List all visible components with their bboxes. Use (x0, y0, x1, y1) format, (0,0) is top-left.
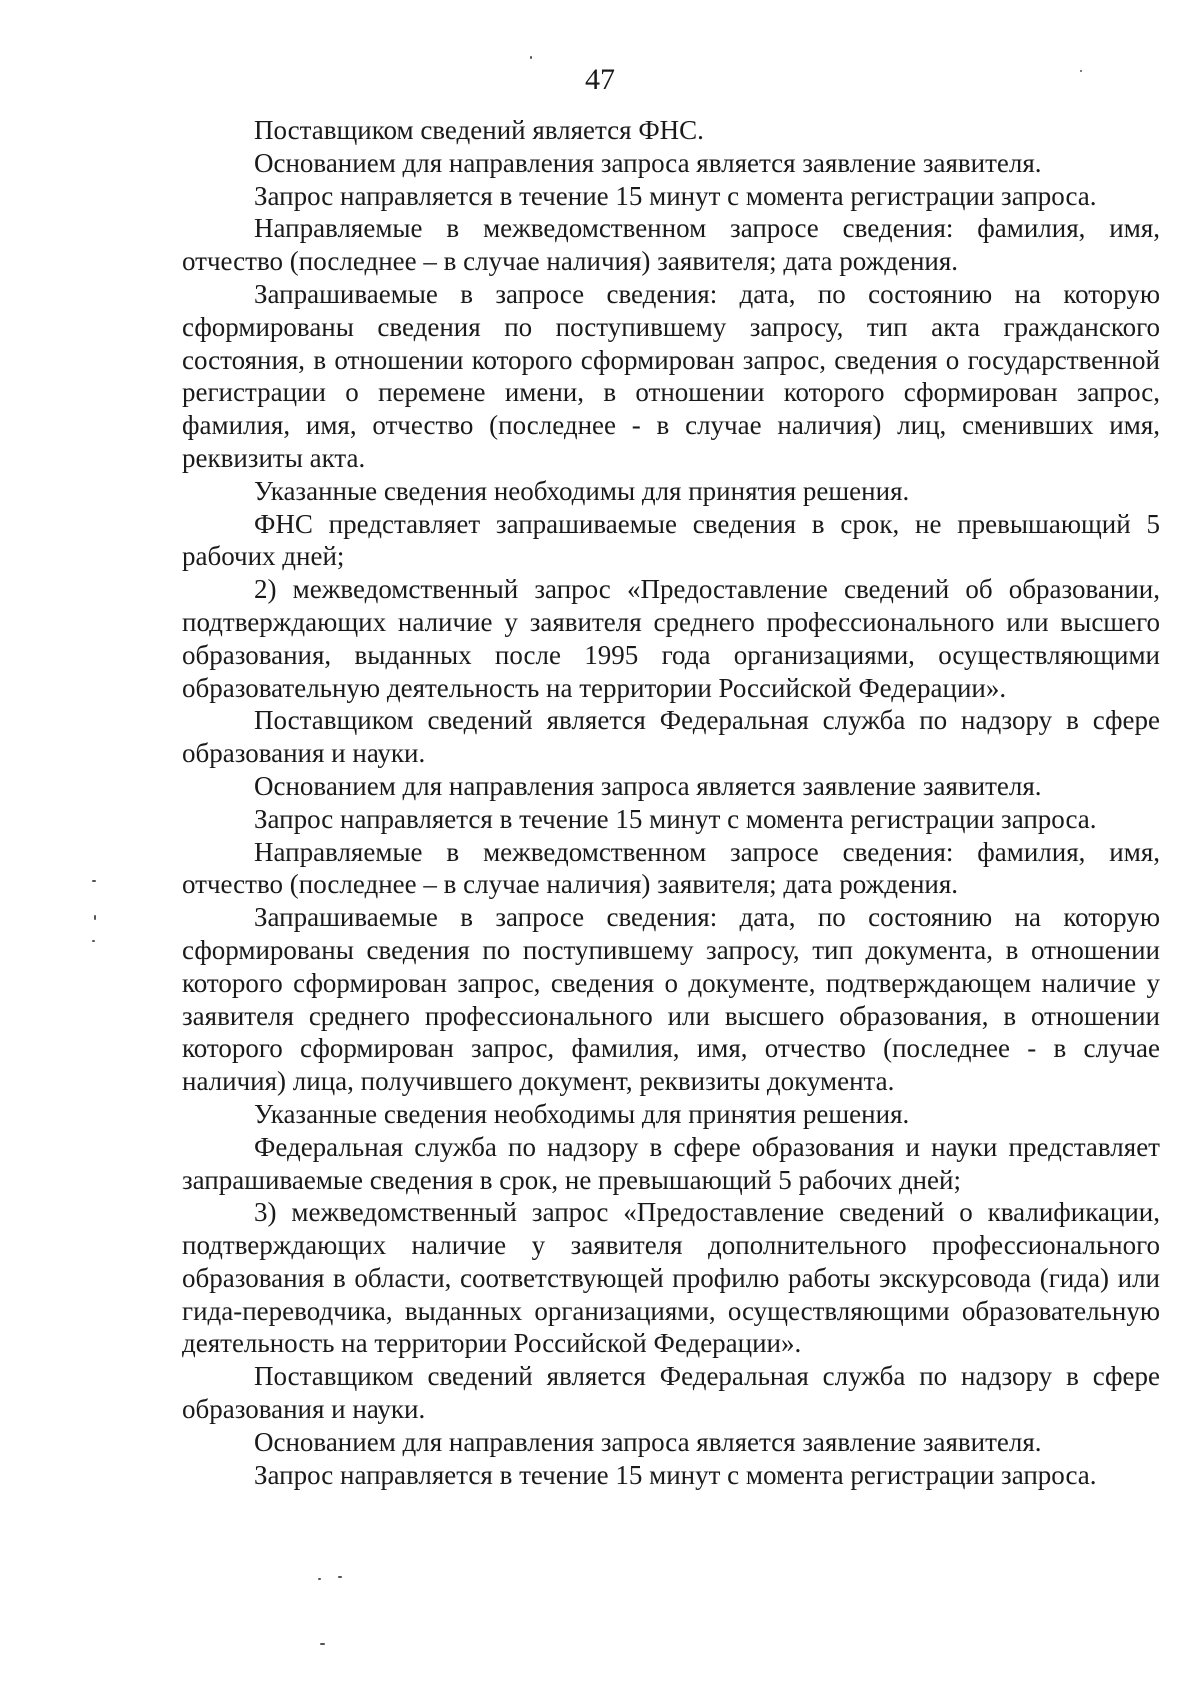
paragraph: 3) межведомственный запрос «Предоставление сведений о квалификации, подтверждающих наличие у заявителя дополнительного профессионального образования в области, соответствующей профилю работы экскурсовода (гида) или гида-переводчика, выданных организациями, осуществляющими образовательную деятельность на территории Российской Федерации». (182, 1197, 1160, 1359)
paragraph: Запрашиваемые в запросе сведения: дата, по состоянию на которую сформированы сведения по поступившему запросу, тип акта гражданского состояния, в отношении которого сформирован запрос, сведения о государственной регистрации о перемене имени, в отношении которого сформирован запрос, фамилия, имя, отчество (последнее - в случае наличия) лиц, сменивших имя, реквизиты акта. (182, 278, 1160, 473)
scan-speck (318, 1578, 321, 1580)
paragraph: Поставщиком сведений является Федеральная служба по надзору в сфере образования и науки. (182, 1361, 1160, 1425)
scan-speck (320, 1643, 325, 1645)
paragraph: Федеральная служба по надзору в сфере образования и науки представляет запрашиваемые сведения в срок, не превышающий 5 рабочих дней; (182, 1131, 1160, 1195)
paragraph: Направляемые в межведомственном запросе сведения: фамилия, имя, отчество (последнее – в случае наличия) заявителя; дата рождения. (182, 836, 1160, 900)
paragraph: Основанием для направления запроса является заявление заявителя. (254, 770, 1042, 801)
paragraph: Направляемые в межведомственном запросе сведения: фамилия, имя, отчество (последнее – в случае наличия) заявителя; дата рождения. (182, 213, 1160, 277)
paragraph: Указанные сведения необходимы для принятия решения. (254, 1098, 910, 1129)
paragraph: Запрос направляется в течение 15 минут с момента регистрации запроса. (254, 180, 1097, 211)
paragraph: Поставщиком сведений является Федеральная служба по надзору в сфере образования и науки. (182, 705, 1160, 769)
paragraph: ФНС представляет запрашиваемые сведения в срок, не превышающий 5 рабочих дней; (182, 508, 1160, 572)
paragraph: Запрашиваемые в запросе сведения: дата, по состоянию на которую сформированы сведения по поступившему запросу, тип документа, в отношении которого сформирован запрос, сведения о документе, подтверждающем наличие у заявителя среднего профессионального или высшего образования, в отношении которого сформирован запрос, фамилия, имя, отчество (последнее - в случае наличия) лица, получившего документ, реквизиты документа. (182, 902, 1160, 1097)
paragraph: Основанием для направления запроса является заявление заявителя. (254, 1426, 1042, 1457)
paragraph: Основанием для направления запроса является заявление заявителя. (254, 147, 1042, 178)
document-body (182, 114, 1160, 1491)
paragraph: Запрос направляется в течение 15 минут с момента регистрации запроса. (254, 1459, 1097, 1490)
paragraph: Запрос направляется в течение 15 минут с момента регистрации запроса. (254, 803, 1097, 834)
scan-speck (92, 880, 96, 882)
scan-speck (92, 940, 95, 942)
scan-speck (338, 1576, 342, 1578)
paragraph: Поставщиком сведений является ФНС. (254, 115, 704, 145)
paragraph: 2) межведомственный запрос «Предоставление сведений об образовании, подтверждающих наличие у заявителя среднего профессионального или высшего образования, выданных после 1995 года организациями, осуществляющими образовательную деятельность на территории Российской Федерации». (182, 574, 1160, 703)
scan-speck (1080, 70, 1082, 72)
page-number: 47 (585, 63, 615, 96)
paragraph: Указанные сведения необходимы для принятия решения. (254, 475, 910, 506)
scan-speck (530, 56, 532, 59)
scan-speck (94, 915, 96, 920)
